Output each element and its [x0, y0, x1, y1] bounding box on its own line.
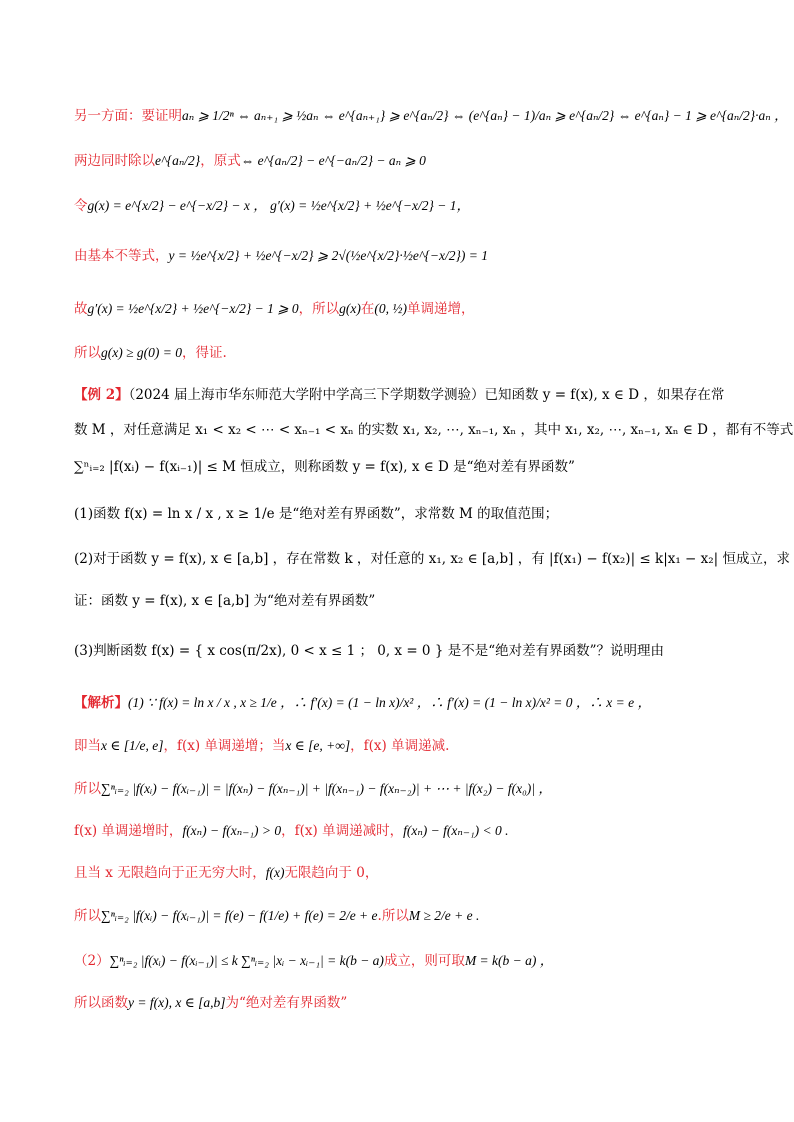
- proof-text: ，f(x) 单调递减.: [350, 738, 450, 754]
- equation: (1) ∵ f(x) = ln x / x , x ≥ 1/e ，∴ f′(x) = (1 − ln x)/x² ，∴ f′(x) = (1 − ln x)/x² = 0 ，∴ x = e ，: [128, 695, 651, 710]
- equation: (0, ½): [374, 301, 408, 316]
- proof-text: 单调递增，: [407, 301, 475, 317]
- proof-line-2: [74, 150, 734, 172]
- proof-lead: 两边同时除以: [74, 153, 155, 169]
- proof-text: 在: [360, 301, 375, 317]
- equation: ∑ⁿᵢ₌₂ |f(xᵢ) − f(xᵢ₋₁)| ≤ k ∑ⁿᵢ₌₂ |xᵢ − xᵢ₋₁| = k(b − a): [109, 953, 384, 968]
- question-2-cont: [74, 590, 734, 612]
- equation: M ≥ 2/e + e .: [408, 908, 480, 923]
- equation: g(x) = e^{x/2} − e^{−x/2} − x ， g′(x) = ½e^{x/2} + ½e^{−x/2} − 1，: [87, 198, 470, 213]
- proof-line-5: [74, 298, 734, 320]
- solution-label: 【解析】: [74, 695, 128, 711]
- equation: aₙ ⩾ 1/2ⁿ ⇔ aₙ₊₁ ⩾ ½aₙ ⇔ e^{aₙ₊₁} ⩾ e^{aₙ/2} ⇔ (e^{aₙ} − 1)/aₙ ⩾ e^{aₙ/2} ⇔ e^{aₙ} − 1 ⩾ e^{aₙ/2}·aₙ ，: [182, 108, 788, 123]
- proof-text: 成立，则可取: [383, 953, 465, 969]
- example-text: （2024 届上海市华东师范大学附中学高三下学期数学测验）已知函数 y = f(x), x ∈ D ，如果存在常: [128, 387, 725, 403]
- question-text: (1)函数 f(x) = ln x / x , x ≥ 1/e 是“绝对差有界函数”，求常数 M 的取值范围；: [74, 506, 559, 522]
- example-label: 【例 2】: [74, 387, 129, 403]
- equation: f(x): [265, 865, 285, 880]
- example-text: 数 M ，对任意满足 x₁ < x₂ < ⋯ < xₙ₋₁ < xₙ 的实数 x₁, x₂, ⋯, xₙ₋₁, xₙ ，其中 x₁, x₂, ⋯, xₙ₋₁, xₙ ∈ D ，都有不等式: [74, 422, 794, 438]
- proof-lead: （2）: [74, 953, 110, 969]
- solution-line-8: [74, 992, 734, 1014]
- question-3: [74, 640, 734, 662]
- equation: ⇔ e^{aₙ/2} − e^{−aₙ/2} − aₙ ⩾ 0: [240, 153, 426, 168]
- proof-lead: 所以函数: [74, 995, 128, 1011]
- equation: g(x): [339, 301, 361, 316]
- example-text: ∑ⁿᵢ₌₂ |f(xᵢ) − f(xᵢ₋₁)| ≤ M 恒成立，则称函数 y = f(x), x ∈ D 是“绝对差有界函数”: [74, 459, 575, 475]
- equation: y = ½e^{x/2} + ½e^{−x/2} ⩾ 2√(½e^{x/2}·½e^{−x/2}) = 1: [168, 248, 489, 263]
- proof-lead: 所以: [74, 908, 101, 924]
- equation: x ∈ [1/e, e]: [101, 738, 164, 753]
- proof-lead: 由基本不等式，: [74, 248, 169, 264]
- solution-line-4: [74, 820, 734, 842]
- proof-text: ，f(x) 单调递增；当: [163, 738, 286, 754]
- equation: g(x) ≥ g(0) = 0: [101, 345, 182, 360]
- proof-lead: f(x) 单调递增时，: [74, 823, 183, 839]
- equation: f(xₙ) − f(xₙ₋₁) > 0: [182, 823, 282, 838]
- question-1: [74, 503, 734, 525]
- proof-text: ，得证.: [182, 345, 227, 361]
- proof-lead: 令: [74, 198, 88, 214]
- equation: ∑ⁿᵢ₌₂ |f(xᵢ) − f(xᵢ₋₁)| = |f(xₙ) − f(xₙ₋₁)| + |f(xₙ₋₁) − f(xₙ₋₂)| + ⋯ + |f(x₂) − f(x₀)| ，: [101, 781, 552, 796]
- proof-text: ，原式: [200, 153, 241, 169]
- proof-text: 为“绝对差有界函数”: [225, 995, 348, 1011]
- proof-text: ，f(x) 单调递减时，: [281, 823, 404, 839]
- solution-line-7: [74, 950, 734, 972]
- equation: y = f(x), x ∈ [a,b]: [128, 995, 226, 1010]
- proof-text: ，所以: [298, 301, 340, 317]
- proof-line-1: [74, 105, 788, 127]
- proof-lead: 且当 x 无限趋向于正无穷大时，: [74, 865, 266, 881]
- question-text: 证：函数 y = f(x), x ∈ [a,b] 为“绝对差有界函数”: [74, 593, 376, 609]
- solution-line-2: [74, 735, 734, 757]
- proof-lead: 故: [74, 301, 88, 317]
- example-line-3: [74, 456, 734, 478]
- solution-line-3: [74, 778, 734, 800]
- proof-line-3: [74, 195, 734, 217]
- proof-lead: 所以: [74, 345, 101, 361]
- question-2: [74, 548, 791, 570]
- solution-line-5: [74, 862, 734, 884]
- question-text: (3)判断函数 f(x) = { x cos(π/2x), 0 < x ≤ 1 ； 0, x = 0 } 是不是“绝对差有界函数”？说明理由: [74, 643, 664, 659]
- equation: f(xₙ) − f(xₙ₋₁) < 0 .: [403, 823, 509, 838]
- equation: g′(x) = ½e^{x/2} + ½e^{−x/2} − 1 ⩾ 0: [87, 301, 299, 316]
- equation: x ∈ [e, +∞]: [285, 738, 351, 753]
- proof-text: .所以: [377, 908, 409, 924]
- proof-line-6: [74, 342, 734, 364]
- solution-line-1: [74, 692, 734, 714]
- proof-line-4: [74, 245, 734, 267]
- question-text: (2)对于函数 y = f(x), x ∈ [a,b] ，存在常数 k ，对任意的 x₁, x₂ ∈ [a,b] ，有 |f(x₁) − f(x₂)| ≤ k|x₁ − x₂| 恒成立，求: [74, 551, 791, 567]
- equation: ∑ⁿᵢ₌₂ |f(xᵢ) − f(xᵢ₋₁)| = f(e) − f(1/e) + f(e) = 2/e + e: [101, 908, 378, 923]
- example-header: [74, 384, 734, 406]
- equation: M = k(b − a) ，: [464, 953, 554, 968]
- proof-lead: 所以: [74, 781, 101, 797]
- equation: e^{aₙ/2}: [155, 153, 201, 168]
- proof-lead: 即当: [74, 738, 101, 754]
- solution-line-6: [74, 905, 734, 927]
- proof-lead: 另一方面：要证明: [74, 108, 182, 124]
- proof-text: 无限趋向于 0，: [284, 865, 379, 881]
- example-line-2: [74, 419, 794, 441]
